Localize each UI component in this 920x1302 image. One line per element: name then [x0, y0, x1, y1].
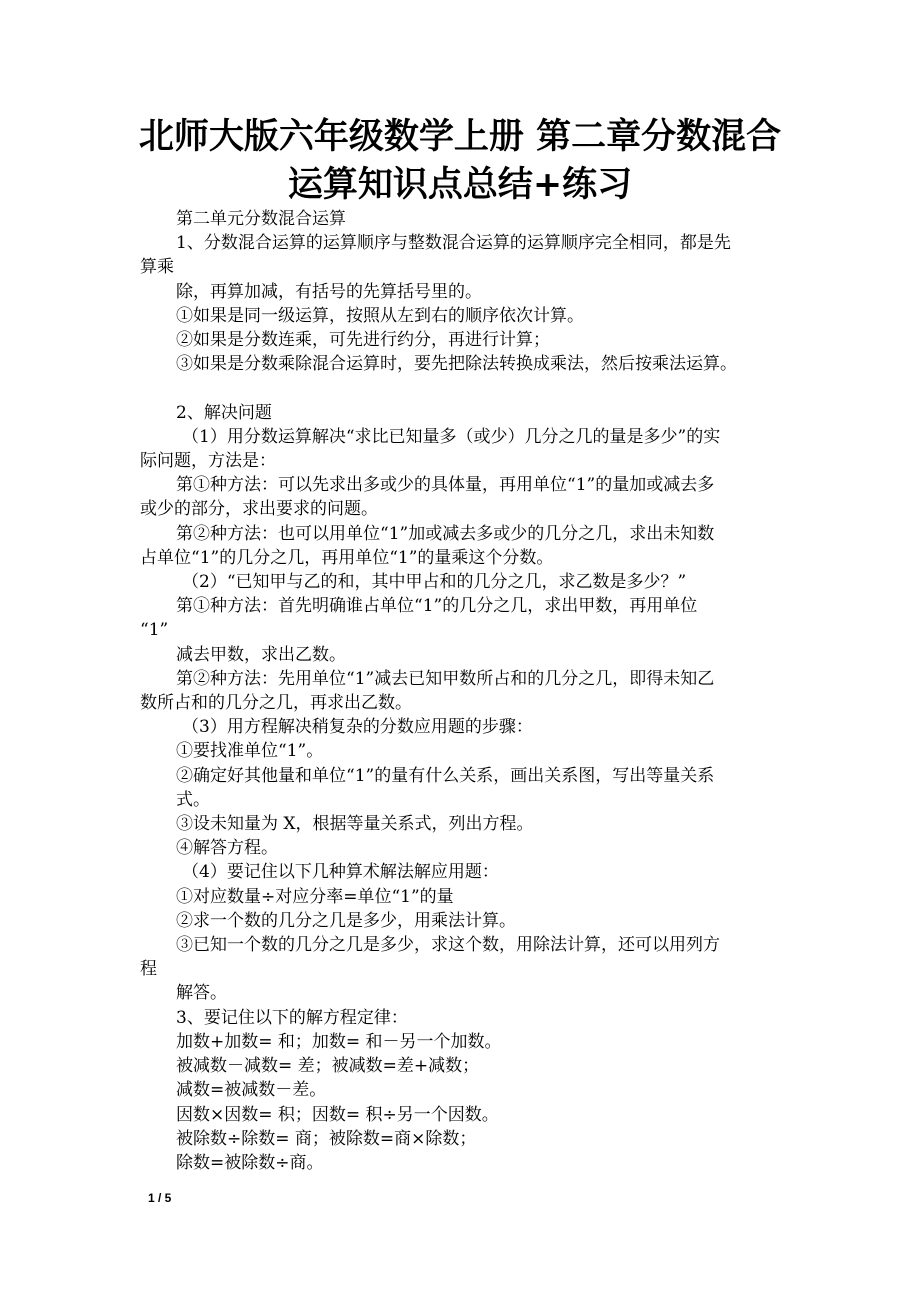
paragraph-line: 第①种方法：可以先求出多或少的具体量，再用单位“1”的量加或减去多: [176, 475, 715, 496]
paragraph-line: 程: [140, 959, 157, 980]
list-item: ①对应数量÷对应分率=单位“1”的量: [176, 886, 454, 907]
paragraph-line: （4）要记住以下几种算术解法解应用题：: [182, 862, 499, 883]
paragraph-line: 占单位“1”的几分之几，再用单位“1”的量乘这个分数。: [140, 547, 554, 568]
list-item: ③已知一个数的几分之几是多少，求这个数，用除法计算，还可以用列方: [176, 935, 720, 956]
paragraph-line: 解答。: [176, 983, 227, 1004]
paragraph-line: （3）用方程解决稍复杂的分数应用题的步骤：: [182, 717, 533, 738]
list-item: ③设未知量为 X，根据等量关系式，列出方程。: [176, 814, 534, 835]
paragraph-line: 除，再算加减，有括号的先算括号里的。: [176, 281, 482, 302]
document-body: [140, 207, 790, 1175]
page-number: 1 / 5: [148, 1191, 172, 1205]
paragraph-line: （2）“已知甲与乙的和，其中甲占和的几分之几，求乙数是多少？”: [182, 572, 687, 593]
section-heading: 3、要记住以下的解方程定律：: [176, 1007, 408, 1028]
formula-line: 除数=被除数÷商。: [176, 1152, 324, 1173]
paragraph-line: 或少的部分，求出要求的问题。: [140, 499, 378, 520]
list-item: ④解答方程。: [176, 838, 278, 859]
formula-line: 被除数÷除数= 商；被除数=商×除数；: [176, 1128, 477, 1149]
paragraph-line: 第②种方法：先用单位“1”减去已知甲数所占和的几分之几，即得未知乙: [176, 668, 715, 689]
paragraph-line: 减去甲数，求出乙数。: [176, 644, 346, 665]
paragraph-line: 第②种方法：也可以用单位“1”加或减去多或少的几分之几，求出未知数: [176, 523, 715, 544]
paragraph-line: “1”: [140, 620, 169, 641]
formula-line: 加数+加数= 和；加数= 和－另一个加数。: [176, 1031, 502, 1052]
list-item: ③如果是分数乘除混合运算时，要先把除法转换成乘法，然后按乘法运算。: [176, 354, 737, 375]
list-item: ②如果是分数连乘，可先进行约分，再进行计算；: [176, 330, 550, 351]
formula-line: 减数=被减数－差。: [176, 1080, 327, 1101]
section-heading: 2、解决问题: [176, 402, 272, 423]
paragraph-line: 际问题，方法是：: [140, 451, 276, 472]
blank-line: [140, 376, 790, 400]
document-title-line-1: 北师大版六年级数学上册 第二章分数混合: [138, 117, 782, 157]
document-title-line-2: 运算知识点总结+练习: [287, 165, 633, 205]
list-item: ①如果是同一级运算，按照从左到右的顺序依次计算。: [176, 305, 584, 326]
list-item: 式。: [176, 789, 210, 810]
paragraph-line: 数所占和的几分之几，再求出乙数。: [140, 693, 412, 714]
paragraph-line: 算乘: [140, 257, 174, 278]
paragraph-line: （1）用分数运算解决“求比已知量多（或少）几分之几的量是多少”的实: [182, 426, 721, 447]
list-item: ①要找准单位“1”。: [176, 741, 324, 762]
list-item: ②求一个数的几分之几是多少，用乘法计算。: [176, 910, 516, 931]
formula-line: 因数×因数= 积；因数= 积÷另一个因数。: [176, 1104, 499, 1125]
formula-line: 被减数－减数= 差；被减数=差+减数；: [176, 1056, 480, 1077]
paragraph-line: 1、分数混合运算的运算顺序与整数混合运算的运算顺序完全相同，都是先: [176, 233, 731, 254]
section-heading: 第二单元分数混合运算: [176, 209, 346, 229]
list-item: ②确定好其他量和单位“1”的量有什么关系，画出关系图，写出等量关系: [176, 765, 715, 786]
paragraph-line: 第①种方法：首先明确谁占单位“1”的几分之几，求出甲数，再用单位: [176, 596, 698, 617]
